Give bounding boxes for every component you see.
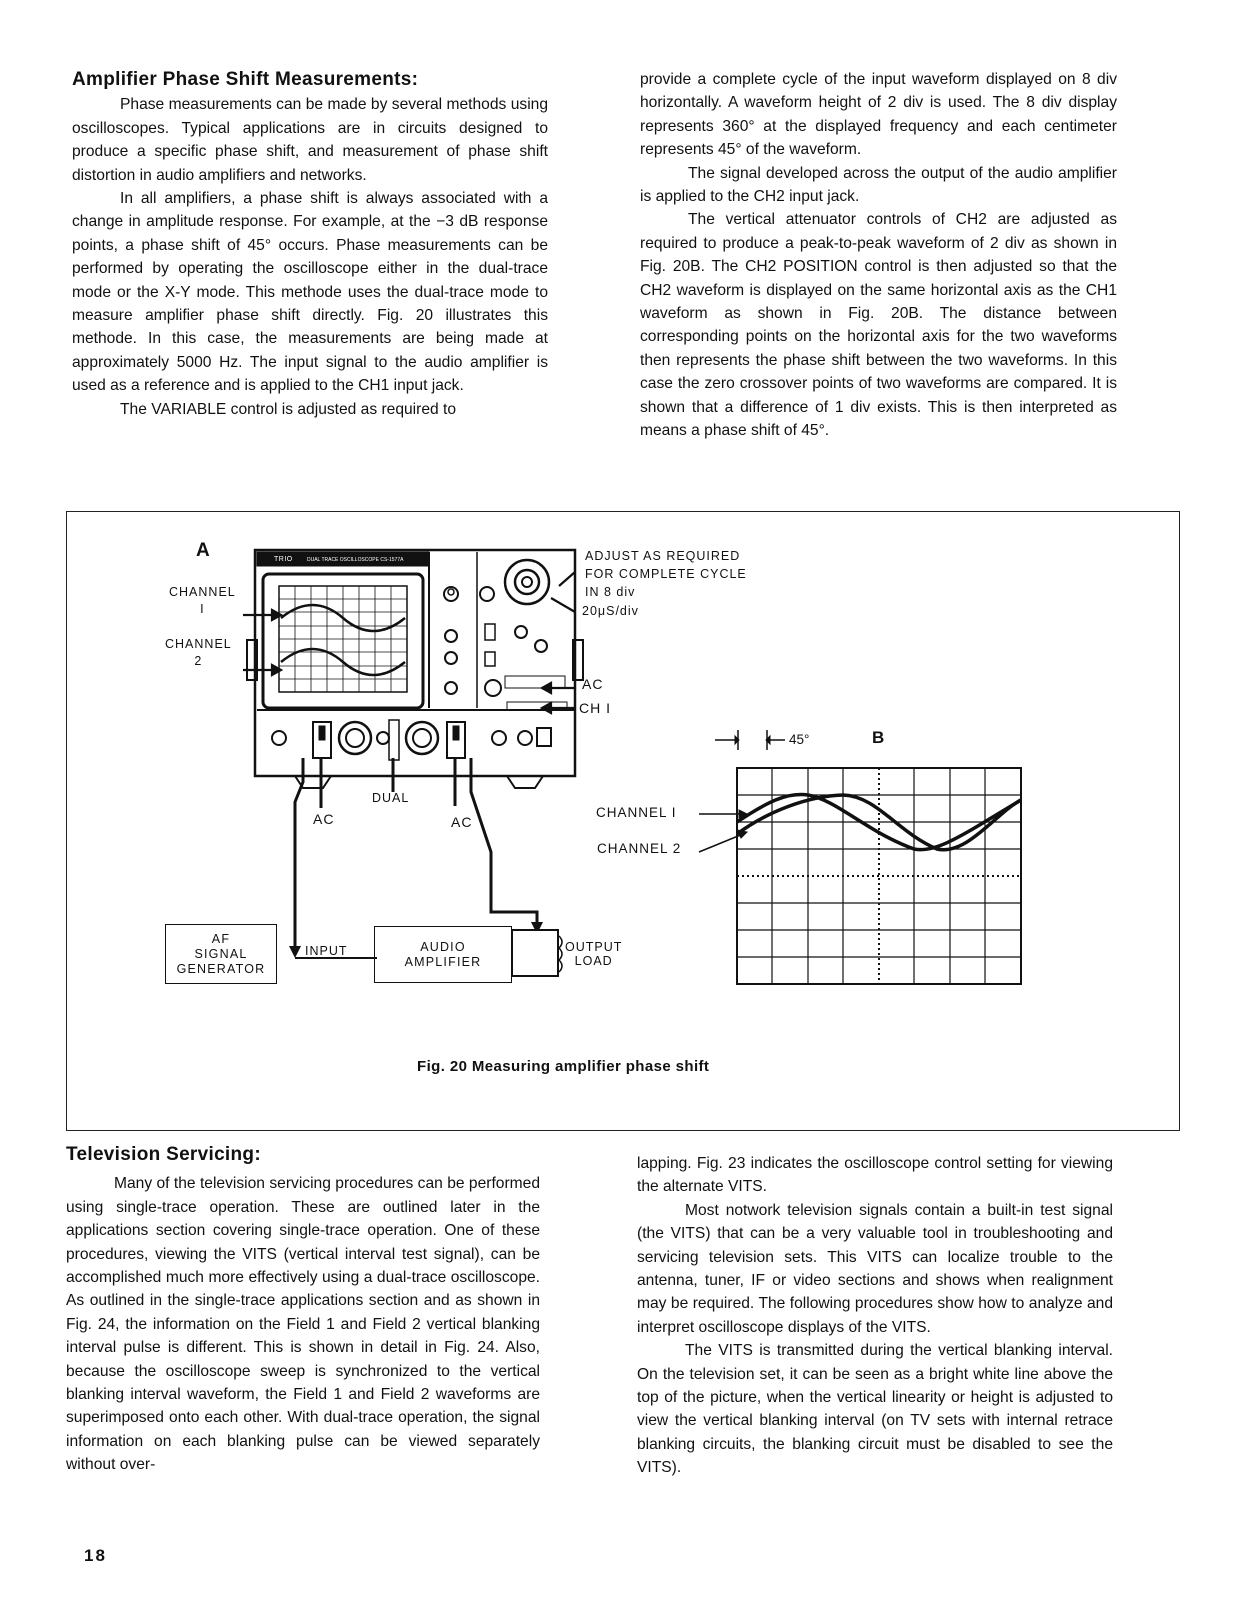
input-label: INPUT	[305, 944, 348, 958]
section2-heading: Television Servicing:	[66, 1144, 261, 1165]
oscilloscope-drawing	[247, 550, 583, 788]
section2-right-column	[637, 1152, 1113, 1480]
figure-frame	[66, 511, 1180, 1131]
ch1-right-label: CH I	[579, 700, 611, 716]
paragraph: The VARIABLE control is adjusted as required to	[120, 400, 457, 418]
section1-right-column	[640, 68, 1117, 443]
paragraph: In all amplifiers, a phase shift is always associated with a change in amplitude response. For example, at the −3 dB response points, a phase shift of 45° occurs. Phase measurements can be performed by operating the oscilloscope either in the dual-trace mode or the X-Y mode. This methode uses the dual-trace mode to measure amplifier phase shift directly. Fig. 20 illustrates this methode. In this case, the measurements are being made at approximately 5000 Hz. The input signal to the audio amplifier is used as a reference and is applied to the CH1 input jack.	[72, 190, 548, 395]
section2-left-column	[66, 1143, 540, 1477]
scope-brand: TRIO	[274, 556, 293, 563]
audio-amplifier-box: AUDIO AMPLIFIER	[374, 926, 512, 983]
channel1-label-a: CHANNEL I	[169, 585, 236, 616]
sweep-setting: 20μS/div	[582, 604, 639, 618]
section1-left-column	[72, 68, 548, 421]
ac-label-2: AC	[451, 814, 473, 830]
paragraph: Phase measurements can be made by several methods using oscilloscopes. Typical applications are in circuits designed to produce a specific phase shift, and measurement of phase shift distortion in audio amplifiers and networks.	[72, 96, 548, 184]
paragraph: The VITS is transmitted during the vertical blanking interval. On the television set, it can be seen as a bright white line above the top of the picture, when the vertical linearity or height is adjusted to view the vertical blanking interval (on TV sets with internal retrace blanking circuits, the blanking circuit must be disabled to see the VITS).	[637, 1342, 1113, 1477]
scope-model: DUAL TRACE OSCILLOSCOPE CS-1577A	[307, 557, 404, 563]
graticule-b	[699, 730, 1021, 984]
paragraph: lapping. Fig. 23 indicates the oscilloscope control setting for viewing the alternate VITS.	[637, 1155, 1113, 1196]
af-generator-box: AF SIGNAL GENERATOR	[165, 924, 277, 984]
channel2-label-b: CHANNEL 2	[597, 841, 682, 856]
phase-marker-label: 45°	[789, 732, 810, 747]
figure-caption: Fig. 20 Measuring amplifier phase shift	[417, 1058, 710, 1075]
page-number: 18	[84, 1546, 107, 1565]
adjust-note: ADJUST AS REQUIRED FOR COMPLETE CYCLE IN 8 div	[585, 549, 747, 599]
figure-label-b: B	[872, 728, 886, 747]
paragraph: The vertical attenuator controls of CH2 are adjusted as required to produce a peak-to-peak waveform of 2 div as shown in Fig. 20B. The CH2 POSITION control is then adjusted so that the CH2 waveform is displayed on the same horizontal axis as the CH1 waveform as shown in Fig. 20B. The distance between corresponding points on the horizontal axis for the two waveforms then represents the phase shift between the two waveforms. In this case the zero crossover points of two waveforms are compared. It is shown that a difference of 1 div exists. This is then interpreted as means a phase shift of 45°.	[640, 211, 1117, 440]
section1-heading: Amplifier Phase Shift Measurements:	[72, 69, 419, 90]
dual-label: DUAL	[372, 791, 410, 805]
channel1-label-b: CHANNEL I	[596, 805, 677, 820]
ac-label-1: AC	[313, 811, 335, 827]
ac-right-label: AC	[582, 676, 604, 692]
paragraph: Most notwork television signals contain a built-in test signal (the VITS) that can be a very valuable tool in troubleshooting and servicing television sets. This VITS can localize trouble to the antenna, tuner, IF or video sections and shows when realignment may be required. The following procedures show how to analyze and interpret oscilloscope displays of the VITS.	[637, 1201, 1113, 1336]
paragraph: provide a complete cycle of the input waveform displayed on 8 div horizontally. A waveform height of 2 div is used. The 8 div display represents 360° at the displayed frequency and each centimeter represents 45° of the waveform.	[640, 71, 1117, 159]
paragraph: The signal developed across the output of the audio amplifier is applied to the CH2 input jack.	[640, 164, 1117, 206]
output-load-label: OUTPUT LOAD	[565, 940, 623, 968]
paragraph: Many of the television servicing procedures can be performed using single-trace operation. These are outlined later in the applications section covering single-trace operation. One of these procedures, viewing the VITS (vertical interval test signal), can be accomplished much more effectively using a dual-trace oscilloscope. As outlined in the single-trace applications section and as shown in Fig. 24, the information on the Field 1 and Field 2 vertical blanking interval pulse is different. This is shown in detail in Fig. 24. Also, because the oscilloscope sweep is synchronized to the vertical blanking interval waveform, the Field 1 and Field 2 waveforms are superimposed onto each other. With dual-trace operation, the signal information on each blanking pulse can be viewed separately without over-	[66, 1175, 540, 1474]
figure-label-a: A	[196, 540, 211, 561]
channel2-label-a: CHANNEL 2	[165, 637, 232, 668]
